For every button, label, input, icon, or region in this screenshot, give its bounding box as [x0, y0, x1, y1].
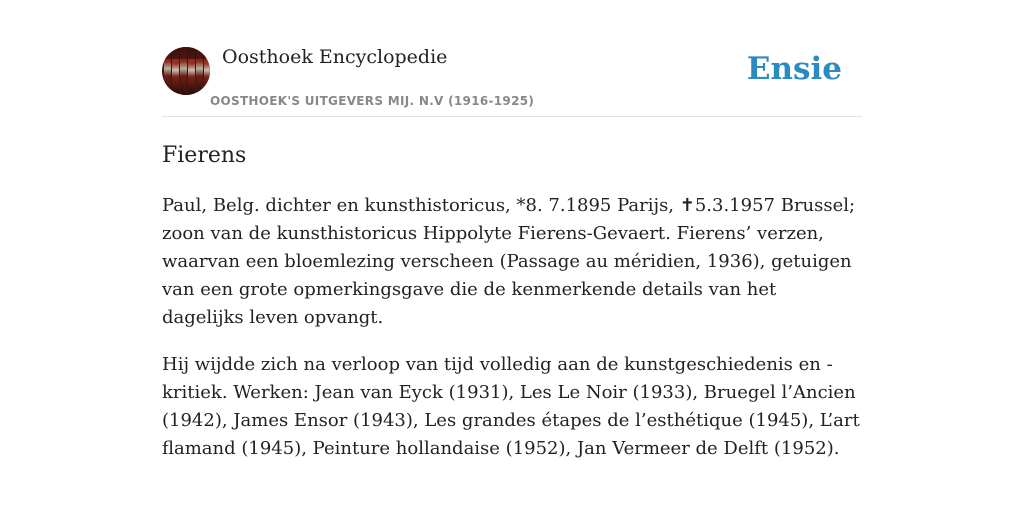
article-card — [162, 44, 862, 463]
publisher-label: OOSTHOEK'S UITGEVERS MIJ. N.V (1916-1925) — [210, 94, 535, 108]
article-paragraph: Hij wijdde zich na verloop van tijd volledig aan de kunstgeschiedenis en -kritiek. Werken: Jean van Eyck (1931), Les Le Noir (1933), Bruegel l’Ancien (1942), James Ensor (1943), Les grandes étapes de l’esthétique (1945), L’art flamand (1945), Peinture hollandaise (1952), Jan Vermeer de Delft (1952). — [162, 354, 860, 459]
ensie-logo-link[interactable]: Ensie — [746, 51, 842, 87]
article-title: Fierens — [162, 143, 247, 168]
site-header — [162, 44, 862, 117]
encyclopedia-title[interactable]: Oosthoek Encyclopedie — [222, 46, 448, 68]
article-paragraph: Paul, Belg. dichter en kunsthistoricus, *8. 7.1895 Parijs, ✝5.3.1957 Brussel; zoon van de kunsthistoricus Hippolyte Fierens-Gevaert. Fierens’ verzen, waarvan een bloemlezing verscheen (Passage au méridien, 1936), getuigen van een grote opmerkingsgave die de kenmerkende details van het dagelijks leven opvangt. — [162, 195, 856, 328]
encyclopedia-books-icon[interactable] — [162, 47, 210, 95]
